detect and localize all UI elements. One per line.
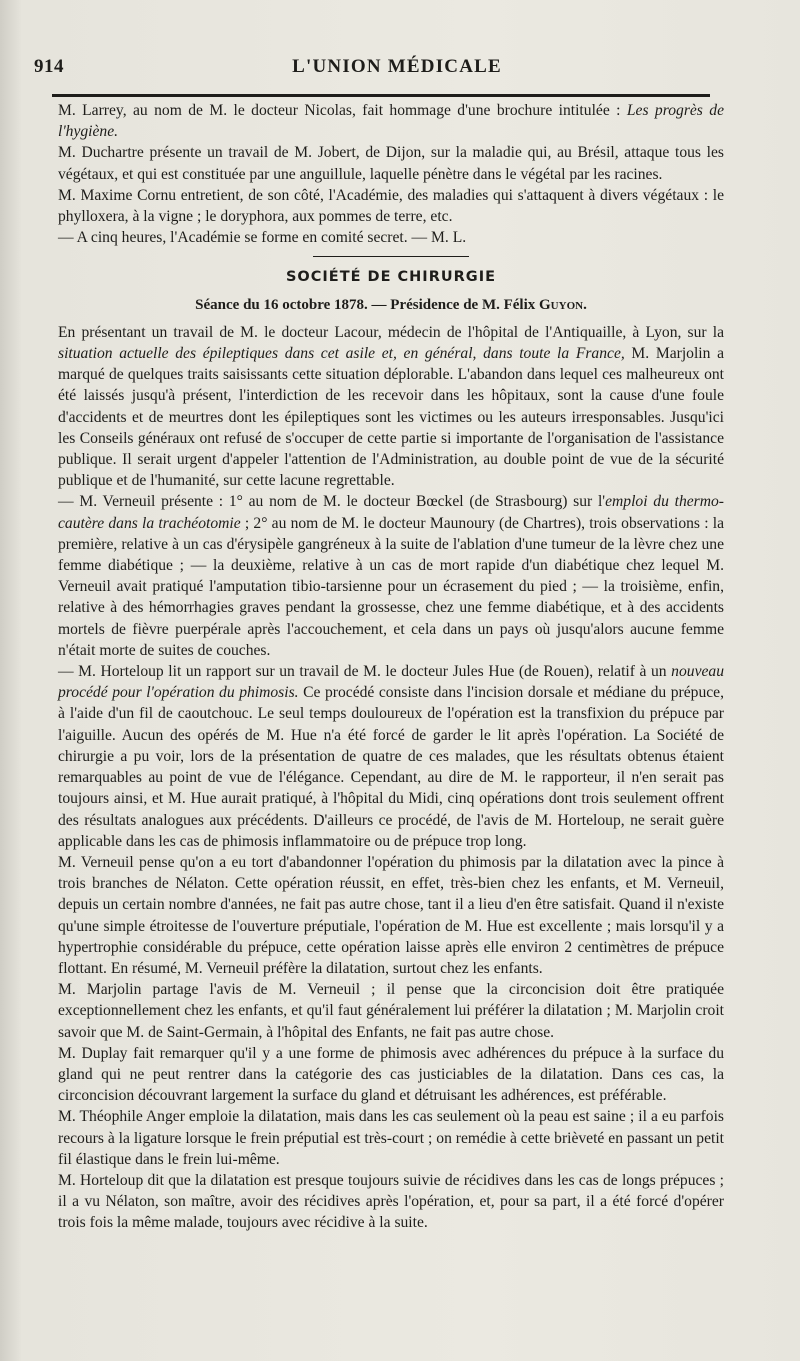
header-rule (52, 94, 710, 97)
section-title: SOCIÉTÉ DE CHIRURGIE (285, 269, 497, 286)
paragraph: — A cinq heures, l'Académie se forme en comité secret. — M. L. (58, 229, 467, 247)
session-end: . (583, 296, 587, 313)
work-title: nouveau procédé pour l'opération du phimosis. (58, 663, 724, 702)
work-title: situation actuelle des épileptiques dans cet asile et, en général, dans toute la France, (58, 345, 625, 363)
paragraph-text: — M. Horteloup lit un rapport sur un travail de M. le docteur Jules Hue (de Rouen), relatif à un (58, 663, 672, 681)
paragraph: M. Duchartre présente un travail de M. Jobert, de Dijon, sur la maladie qui, au Brésil, attaque tous les végétaux, et qui est constituée par une anguillule, laquelle pénètre dans le végétal par les racines. (58, 144, 724, 183)
work-title: emploi du thermo-cautère dans la trachéotomie (58, 493, 724, 532)
paragraph-text: — M. Verneuil présente : 1° au nom de M. le docteur Bœckel (de Strasbourg) sur l' (58, 493, 606, 511)
page-number: 914 (34, 56, 64, 77)
paragraph (58, 491, 724, 661)
paragraph: M. Marjolin partage l'avis de M. Verneuil ; il pense que la circoncision doit être pratiquée exceptionnellement chez les enfants, et qu'il faut généralement lui préférer la dilatation ; M. Marjolin croit savoir que M. de Saint-Germain, à l'hôpital des Enfants, ne fait pas autre chose. (58, 981, 724, 1041)
paragraph-text: En présentant un travail de M. le docteur Lacour, médecin de l'hôpital de l'Antiquaille, à Lyon, sur la (58, 323, 724, 341)
paragraph: M. Verneuil pense qu'on a eu tort d'abandonner l'opération du phimosis par la dilatation avec la pince à trois branches de Nélaton. Cette opération réussit, en effet, très-bien chez les enfants, et M. Verneuil, depuis un certain nombre d'années, ne fait pas autre chose, tant il a lieu d'en être satisfait. Quand il n'existe qu'une simple étroitesse de l'ouverture préputiale, l'opération de M. Hue est excellente ; mais lorsqu'il y a hypertrophie considérable du prépuce, cette opération laisse après elle environ 2 centimètres de prépuce flottant. En résumé, M. Verneuil préfère la dilatation, surtout chez les enfants. (58, 853, 724, 977)
paragraph-text: M. Marjolin a marqué de quelques traits saisissants cette situation déplorable. L'abandon dans lequel ces malheureux ont été laissés jusqu'à présent, l'interdiction de les recevoir dans les hôpitaux, sont la cause d'une foule d'accidents et de meurtres dont les épileptiques sont les victimes ou les auteurs irresponsables. Jusqu'ici les Conseils généraux ont refusé de s'occuper de cette partie si importante de l'organisation de l'assistance publique. Il serait urgent d'appeler l'attention de l'Administration, au double point de vue de la sécurité publique et de l'humanité, sur cette lacune regrettable. (58, 345, 724, 490)
session-line (58, 295, 724, 316)
brochure-title: Les progrès de l'hygiène. (58, 102, 724, 141)
paragraph-text: Ce procédé consiste dans l'incision dorsale et médiane du prépuce, à l'aide d'un fil de caoutchouc. Le seul temps douloureux de l'opération est la transfixion du prépuce par l'aiguille. Aucun des opérés de M. Hue n'a été forcé de garder le lit après l'opération. La Société de chirurgie a pu voir, lors de la présentation de quatre de ces malades, que les résultats obtenus étaient remarquables au point de vue de l'élégance. Cependant, au dire de M. le rapporteur, il n'en serait pas toujours ainsi, et M. Hue aurait pratiqué, à l'hôpital du Midi, cinq opérations dont trois seulement offrent des résultats analogues aux précédents. D'ailleurs ce procédé, de l'avis de M. Horteloup, ne serait guère applicable dans les cas de phimosis inflammatoire ou de prépuce trop long. (58, 684, 725, 850)
paragraph: M. Théophile Anger emploie la dilatation, mais dans les cas seulement où la peau est saine ; il a eu parfois recours à la ligature lorsque le frein préputial est très-court ; on remédie à cette brièveté en passant un petit fil élastique dans le frein lui-même. (58, 1108, 724, 1168)
paragraph (58, 100, 724, 142)
paragraph: M. Horteloup dit que la dilatation est presque toujours suivie de récidives dans les cas de longs prépuces ; il a vu Nélaton, son maître, avoir des récidives après l'opération, et, pour sa part, il a été forcé d'opérer trois fois la même malade, toujours avec récidive à la suite. (58, 1171, 724, 1232)
running-title: L'UNION MÉDICALE (292, 56, 502, 77)
paragraph: M. Maxime Cornu entretient, de son côté, l'Académie, des maladies qui s'attaquent à divers végétaux : le phylloxera, à la vigne ; le doryphora, aux pommes de terre, etc. (58, 186, 724, 226)
section-rule (313, 256, 469, 257)
body-text (58, 100, 724, 1234)
paragraph (58, 661, 724, 852)
president-name: Guyon (539, 296, 584, 313)
page-header (34, 56, 760, 90)
paragraph-text: M. Larrey, au nom de M. le docteur Nicolas, fait hommage d'une brochure intitulée : (58, 102, 627, 119)
paragraph-text: ; 2° au nom de M. le docteur Maunoury (de Chartres), trois observations : la première, relative à un cas d'érysipèle gangréneux à la suite de l'ablation d'une tumeur de la lèvre chez une femme diabétique ; — la deuxième, relative à un cas de mort rapide d'un diabétique chez lequel M. Verneuil avait pratiqué l'amputation tibio-tarsienne pour un écrasement du pied ; — la troisième, enfin, relative à des hémorrhagies graves pendant la grossesse, chez une femme diabétique, et à des accidents mortels de fièvre puerpérale après l'accouchement, et cela dans un pays où jusqu'alors aucune femme n'était morte de suites de couches. (58, 514, 724, 659)
paragraph (58, 322, 724, 492)
paragraph: M. Duplay fait remarquer qu'il y a une forme de phimosis avec adhérences du prépuce à la surface du gland qui ne peut rentrer dans la catégorie des cas justiciables de la dilatation. Dans ces cas, la circoncision découvrant largement la surface du gland et détruisant les adhérences, est préférable. (58, 1044, 724, 1105)
session-date: Séance du 16 octobre 1878. — Présidence de M. Félix (195, 296, 540, 313)
